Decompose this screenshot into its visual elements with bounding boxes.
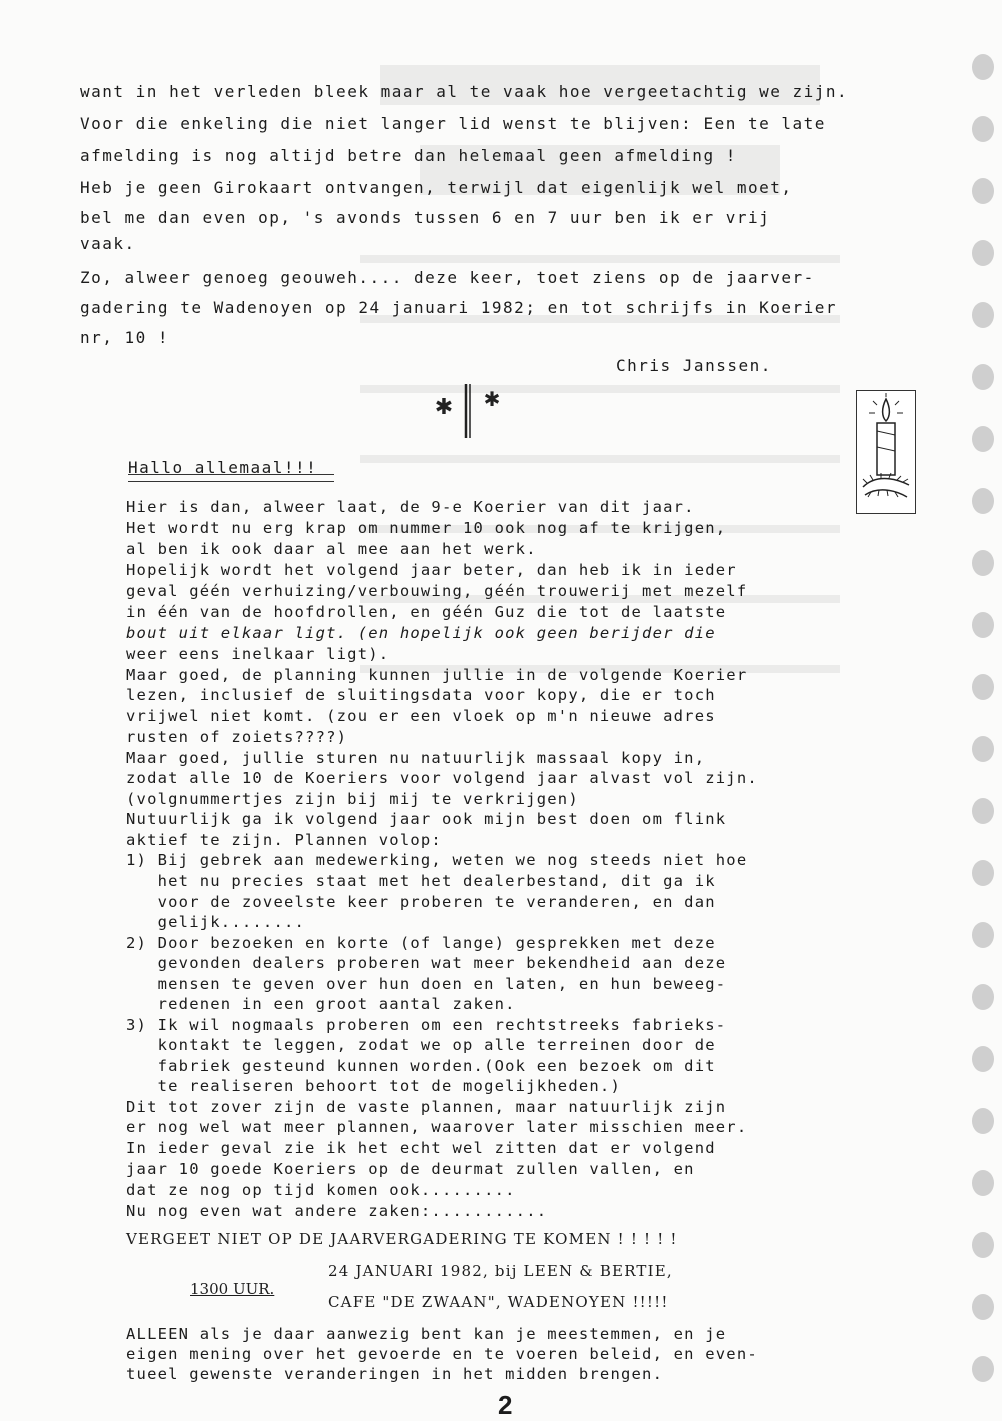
punch-hole (972, 1170, 994, 1196)
article-heading: Hallo allemaal!!! (128, 458, 318, 477)
meeting-place: CAFE "DE ZWAAN", WADENOYEN !!!!! (328, 1293, 669, 1311)
candle-illustration (856, 390, 916, 514)
punch-hole (972, 54, 994, 80)
intro-line: Voor die enkeling die niet langer lid wenst te blijven: Een te late (80, 114, 826, 133)
plan-item: voor de zoveelste keer proberen te veranderen, en dan (126, 893, 716, 911)
article-line: al ben ik ook daar al mee aan het werk. (126, 540, 537, 558)
article-line: rusten of zoiets????) (126, 728, 348, 746)
closing-line: ALLEEN als je daar aanwezig bent kan je meestemmen, en je (126, 1325, 727, 1343)
article-line: weer eens inelkaar ligt). (126, 645, 390, 663)
plan-item: kontakt te leggen, zodat we op alle terreinen door de (126, 1036, 716, 1054)
punch-hole (972, 736, 994, 762)
article-line: jaar 10 goede Koeriers op de deurmat zullen vallen, en (126, 1160, 695, 1178)
article-line: Nu nog even wat andere zaken:........... (126, 1202, 548, 1220)
plan-item: gelijk........ (126, 913, 306, 931)
punch-hole (972, 1108, 994, 1134)
punch-hole (972, 922, 994, 948)
punch-hole (972, 798, 994, 824)
intro-line: bel me dan even op, 's avonds tussen 6 en 7 uur ben ik er vrij (80, 208, 771, 227)
plan-item: 3) Ik wil nogmaals proberen om een rechtstreeks fabrieks- (126, 1016, 727, 1034)
article-line: aktief te zijn. Plannen volop: (126, 831, 442, 849)
article-line: Maar goed, de planning kunnen jullie in de volgende Koerier (126, 666, 748, 684)
plan-item: 1) Bij gebrek aan medewerking, weten we nog steeds niet hoe (126, 851, 748, 869)
divider-ornament (430, 380, 506, 442)
page-number: 2 (498, 1390, 513, 1420)
intro-line: gadering te Wadenoyen op 24 januari 1982; en tot schrijfs in Koerier (80, 298, 838, 317)
plan-item: mensen te geven over hun doen en laten, en hun beweeg- (126, 975, 727, 993)
article-line: Het wordt nu erg krap om nummer 10 ook nog af te krijgen, (126, 519, 727, 537)
punch-hole (972, 550, 994, 576)
article-line: zodat alle 10 de Koeriers voor volgend jaar alvast vol zijn. (126, 769, 758, 787)
svg-text:✱: ✱ (434, 395, 454, 420)
intro-line: Heb je geen Girokaart ontvangen, terwijl dat eigenlijk wel moet, (80, 178, 793, 197)
plan-item: fabriek gesteund kunnen worden.(Ook een bezoek om dit (126, 1057, 716, 1075)
punch-hole (972, 612, 994, 638)
punch-hole (972, 1356, 994, 1382)
article-line: bout uit elkaar ligt. (en hopelijk ook geen berijder die (126, 624, 716, 642)
article-line: In ieder geval zie ik het echt wel zitten dat er volgend (126, 1139, 716, 1157)
article-line: Maar goed, jullie sturen nu natuurlijk massaal kopy in, (126, 749, 706, 767)
plan-item: het nu precies staat met het dealerbestand, dit ga ik (126, 872, 716, 890)
punch-hole (972, 488, 994, 514)
punch-hole (972, 426, 994, 452)
article-line: (volgnummertjes zijn bij mij te verkrijgen) (126, 790, 579, 808)
punch-hole (972, 1232, 994, 1258)
punch-hole (972, 116, 994, 142)
punch-hole (972, 178, 994, 204)
meeting-date: 24 JANUARI 1982, bij LEEN & BERTIE, (328, 1262, 673, 1280)
intro-line: afmelding is nog altijd betre dan helemaal geen afmelding ! (80, 146, 737, 165)
punch-hole (972, 860, 994, 886)
intro-line: nr, 10 ! (80, 328, 170, 347)
svg-text:✱: ✱ (483, 387, 501, 411)
signature: Chris Janssen. (616, 356, 772, 375)
intro-line: vaak. (80, 234, 136, 253)
binder-holes (970, 0, 1002, 1414)
punch-hole (972, 1294, 994, 1320)
plan-item: te realiseren behoort tot de mogelijkheden.) (126, 1077, 621, 1095)
article-line: Hopelijk wordt het volgend jaar beter, dan heb ik in ieder (126, 561, 737, 579)
intro-line: want in het verleden bleek maar al te vaak hoe vergeetachtig we zijn. (80, 82, 849, 101)
article-line: vrijwel niet komt. (zou er een vloek op m'n nieuwe adres (126, 707, 716, 725)
punch-hole (972, 674, 994, 700)
intro-line: Zo, alweer genoeg geouweh.... deze keer, toet ziens op de jaarver- (80, 268, 815, 287)
meeting-time: 1300 UUR. (190, 1280, 275, 1298)
article-line: geval géén verhuizing/verbouwing, géén trouwerij met mezelf (126, 582, 748, 600)
plan-item: redenen in een groot aantal zaken. (126, 995, 516, 1013)
article-line: er nog wel wat meer plannen, waarover later misschien meer. (126, 1118, 748, 1136)
article-line: Hier is dan, alweer laat, de 9-e Koerier van dit jaar. (126, 498, 695, 516)
closing-line: tueel gewenste veranderingen in het midden brengen. (126, 1365, 664, 1383)
article-line: Dit tot zover zijn de vaste plannen, maar natuurlijk zijn (126, 1098, 727, 1116)
article-line: dat ze nog op tijd komen ook......... (126, 1181, 516, 1199)
meeting-reminder: VERGEET NIET OP DE JAARVERGADERING TE KOMEN ! ! ! ! ! (126, 1230, 678, 1248)
article-line: lezen, inclusief de sluitingsdata voor kopy, die er toch (126, 686, 716, 704)
closing-line: eigen mening over het gevoerde en te voeren beleid, en even- (126, 1345, 758, 1363)
punch-hole (972, 364, 994, 390)
plan-item: 2) Door bezoeken en korte (of lange) gesprekken met deze (126, 934, 716, 952)
heading-double-underline (128, 474, 334, 482)
punch-hole (972, 302, 994, 328)
article-line: Nutuurlijk ga ik volgend jaar ook mijn best doen om flink (126, 810, 727, 828)
punch-hole (972, 240, 994, 266)
plan-item: gevonden dealers proberen wat meer bekendheid aan deze (126, 954, 727, 972)
punch-hole (972, 1046, 994, 1072)
article-line: in één van de hoofdrollen, en géén Guz die tot de laatste (126, 603, 727, 621)
punch-hole (972, 984, 994, 1010)
